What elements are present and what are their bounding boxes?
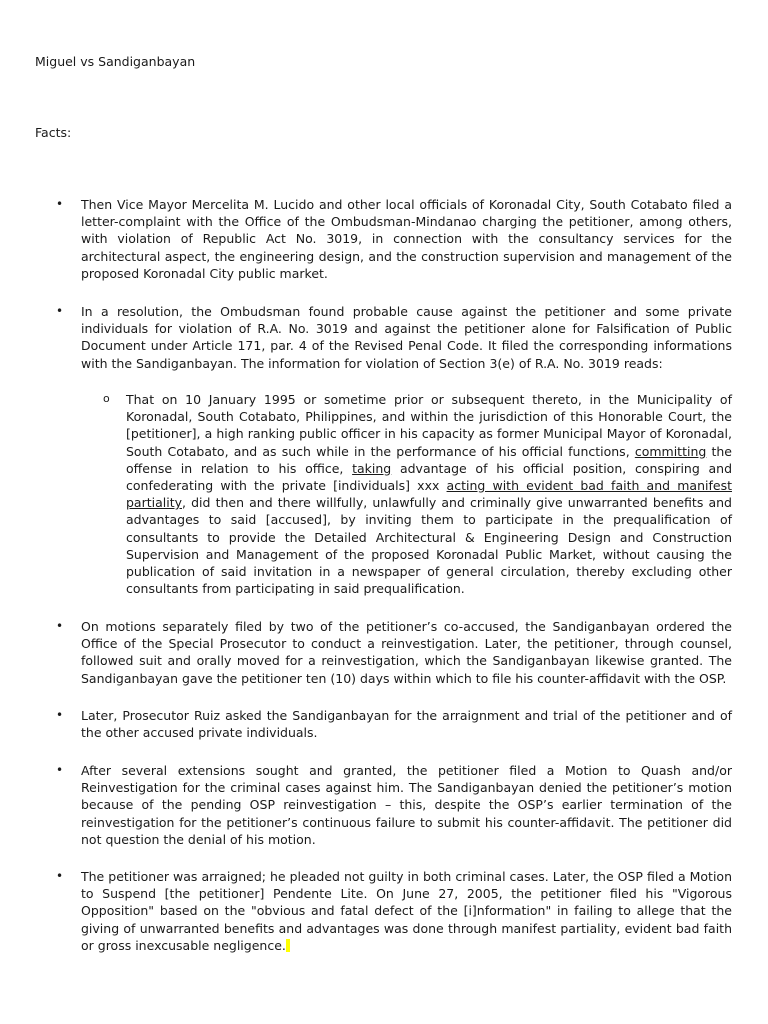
list-item (56, 707, 732, 741)
text-highlight-mark (286, 939, 290, 952)
list-item (56, 618, 732, 687)
list-item (56, 303, 732, 372)
list-item-text: The petitioner was arraigned; he pleaded not guilty in both criminal cases. Later, the OSP filed a Motion to Suspend [the petitioner] Pendente Lite. On June 27, 2005, the petitioner filed his "Vigorous Opposition" based on the "obvious and fatal defect of the [i]nformation" in failing to allege that the giving of unwarranted benefits and advantages was done through manifest partiality, evident bad faith or gross inexcusable negligence. (81, 869, 732, 953)
quote-underlined-text: committing (634, 443, 707, 459)
bullet-icon: • (56, 763, 64, 777)
list-item (56, 868, 732, 954)
facts-heading: Facts: (35, 125, 72, 140)
bullet-icon: • (56, 869, 64, 883)
list-item (56, 762, 732, 848)
quoted-information (103, 391, 732, 597)
bullet-icon: • (56, 304, 64, 318)
list-item-text: On motions separately filed by two of the petitioner’s co-accused, the Sandiganbayan ordered the Office of the Special Prosecutor to conduct a reinvestigation. Later, the petitioner, through counsel, followed suit and orally moved for a reinvestigation, which the Sandiganbayan likewise granted. The Sandiganbayan gave the petitioner ten (10) days within which to file his counter-affidavit with the OSP. (81, 619, 732, 686)
list-item-text: After several extensions sought and granted, the petitioner filed a Motion to Quash and/or Reinvestigation for the criminal cases against him. The Sandiganbayan denied the petitioner’s motion because of the pending OSP reinvestigation – this, despite the OSP’s earlier termination of the reinvestigation for the petitioner’s continuous failure to submit his counter-affidavit. The petitioner did not question the denial of his motion. (81, 763, 732, 847)
sub-bullet-icon: o (103, 392, 110, 405)
bullet-icon: • (56, 619, 64, 633)
quote-text-part: the offense in relation to his office, (126, 443, 732, 476)
bullet-icon: • (56, 197, 64, 211)
list-item-text: In a resolution, the Ombudsman found probable cause against the petitioner and some private individuals for violation of R.A. No. 3019 and against the petitioner alone for Falsification of Public Document under Article 171, par. 4 of the Revised Penal Code. It filed the corresponding informations with the Sandiganbayan. The information for violation of Section 3(e) of R.A. No. 3019 reads: (81, 304, 732, 371)
quote-underlined-text: acting with evident bad faith and manifest partiality (126, 478, 732, 511)
list-item (56, 196, 732, 282)
quote-text-part: , did then and there willfully, unlawfully and criminally give unwarranted benefits and advantages to said [accused], by inviting them to participate in the prequalification of consultants to provide the Detailed Architectural & Engineering Design and Construction Supervision and Management of the proposed Koronadal Public Market, without causing the publication of said invitation in a newspaper of general circulation, thereby excluding other consultants from participating in said prequalification. (126, 495, 732, 597)
document-title: Miguel vs Sandiganbayan (35, 54, 196, 69)
list-item-text: Later, Prosecutor Ruiz asked the Sandiganbayan for the arraignment and trial of the petitioner and of the other accused private individuals. (81, 708, 732, 741)
quote-text-part: advantage of his official position, conspiring and confederating with the private [individuals] xxx (126, 460, 732, 494)
quote-underlined-text: taking (352, 460, 392, 476)
bullet-icon: • (56, 708, 64, 722)
list-item-text: Then Vice Mayor Mercelita M. Lucido and other local officials of Koronadal City, South Cotabato filed a letter-complaint with the Office of the Ombudsman-Mindanao charging the petitioner, among others, with violation of Republic Act No. 3019, in connection with the consultancy services for the architectural aspect, the engineering design, and the construction supervision and management of the proposed Koronadal City public market. (81, 197, 732, 281)
quote-text-part: That on 10 January 1995 or sometime prior or subsequent thereto, in the Municipality of Koronadal, South Cotabato, Philippines, and within the jurisdiction of this Honorable Court, the [petitioner], a high ranking public officer in his capacity as former Municipal Mayor of Koronadal, South Cotabato, and as such while in the performance of his official functions, (126, 392, 732, 459)
